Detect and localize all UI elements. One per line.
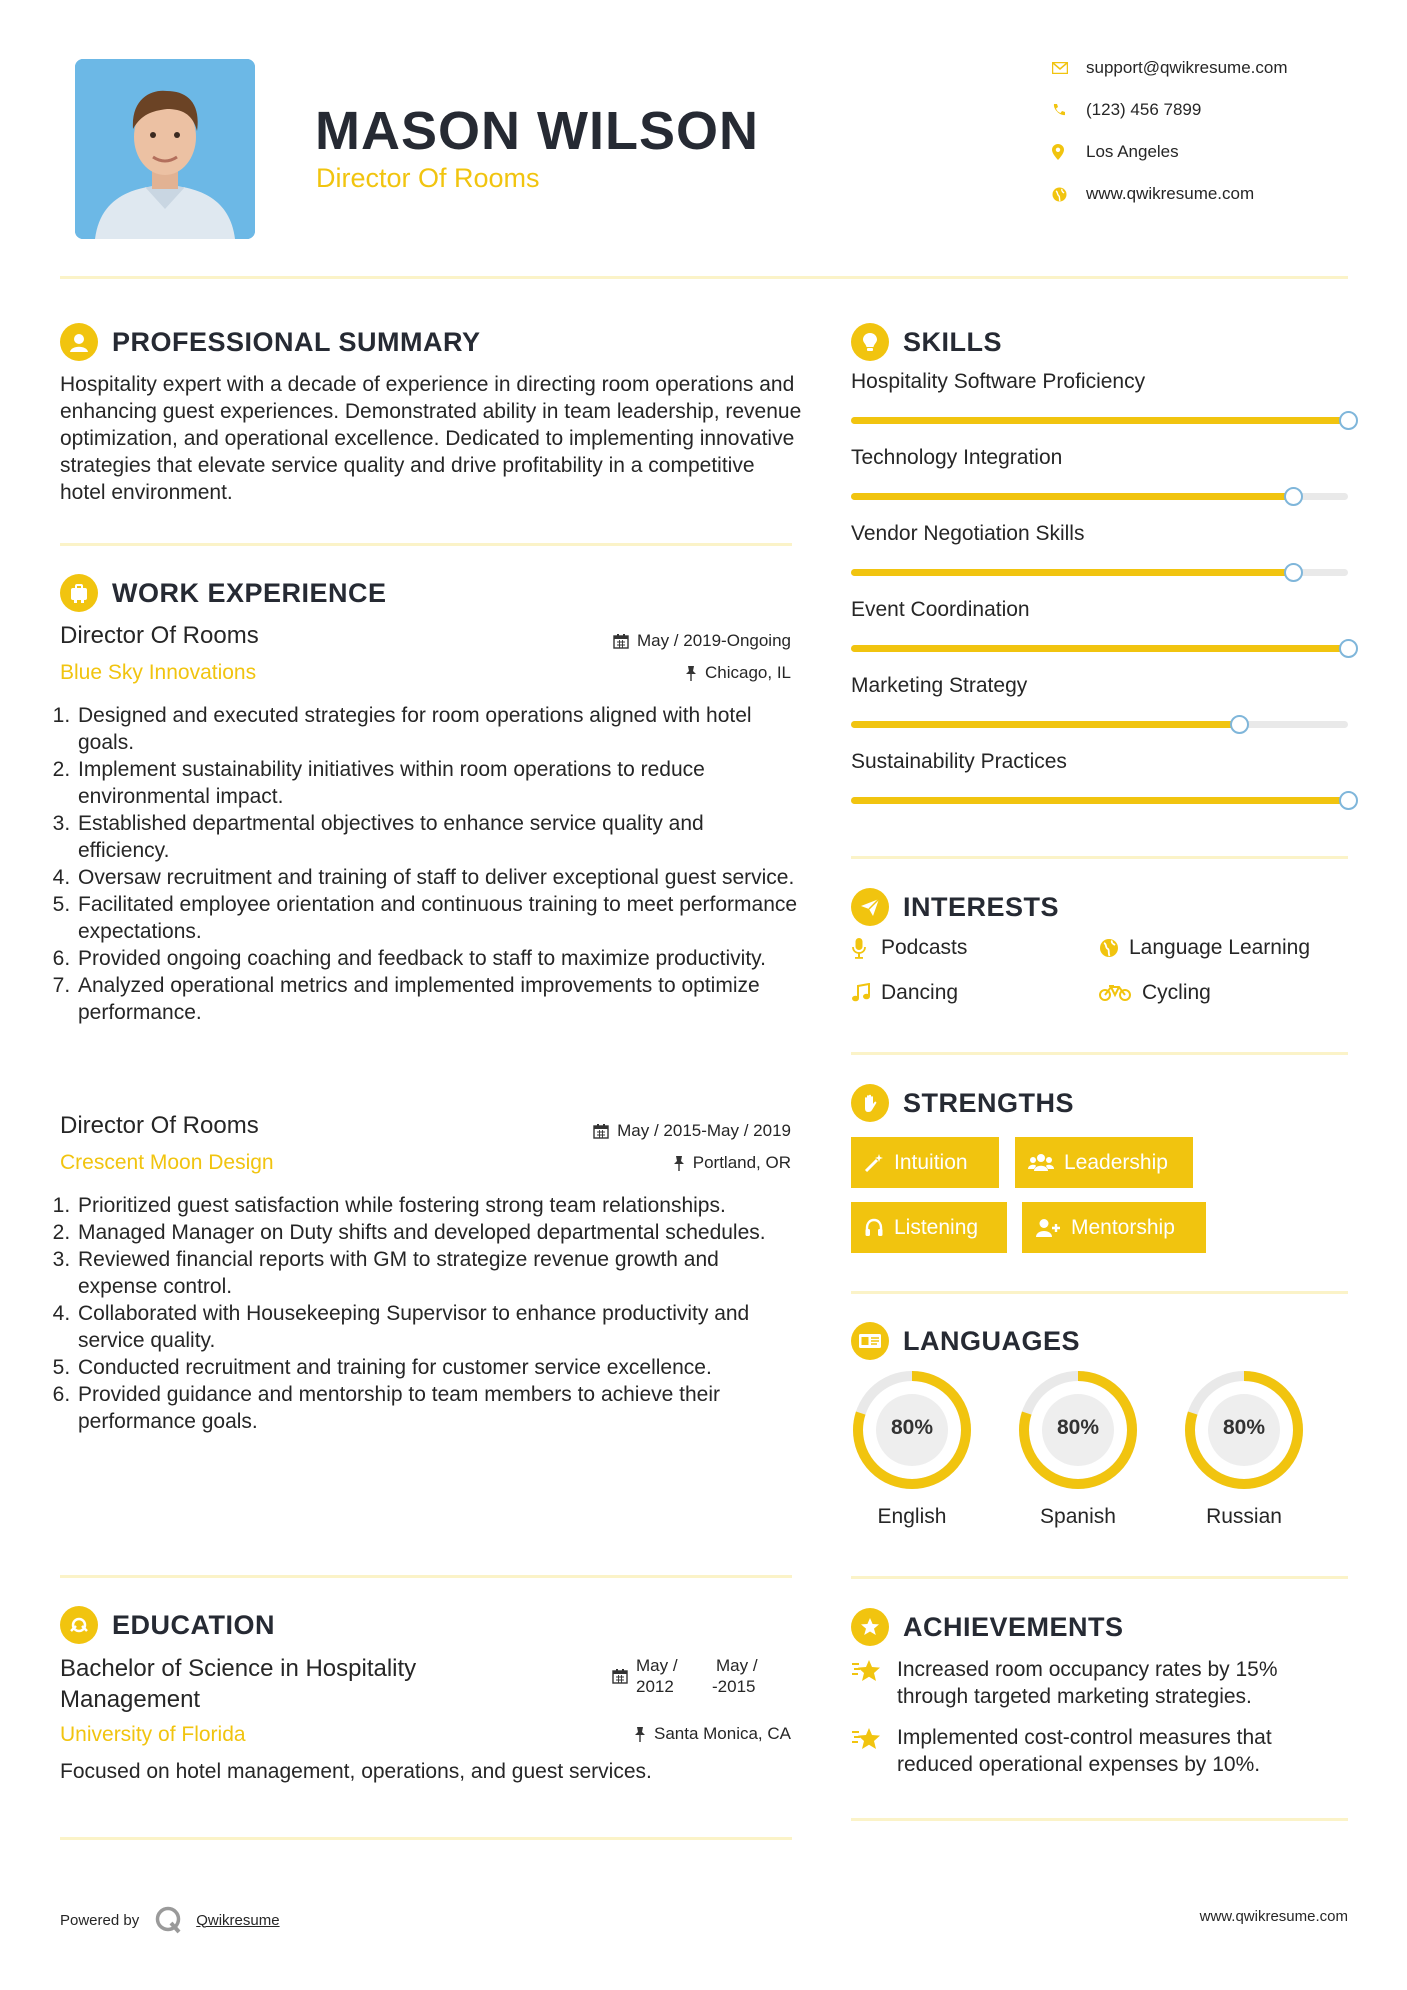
achievement-text: Implemented cost-control measures that reduced operational expenses by 10%. [897,1726,1272,1776]
strength-leadership [1015,1137,1193,1188]
education-heading-text: EDUCATION [112,1609,275,1640]
skill-level-fill [851,645,1348,652]
job-2-responsibilities [53,1192,798,1435]
powered-by-text: Powered by [60,1911,140,1929]
skill-level-fill [851,569,1293,576]
responsibility-item: 4. Collaborated with Housekeeping Supervisor to enhance productivity and service quality. [76,1300,798,1354]
contact-location-text: Los Angeles [1086,142,1179,161]
skill-level-knob [1284,563,1303,582]
music-icon [851,983,881,1003]
contact-email[interactable] [1052,58,1352,78]
globe-icon [1099,938,1129,958]
achievement-text: Increased room occupancy rates by 15% through targeted marketing strategies. [897,1658,1278,1708]
responsibility-item: 5. Facilitated employee orientation and continuous training to meet performance expectations. [76,891,798,945]
skill-level-track [851,797,1348,804]
achievements-heading [851,1608,1124,1646]
education-divider [60,1837,792,1840]
summary-text: Hospitality expert with a decade of experience in directing room operations and enhancing guest experiences. Demonstrated ability in team leadership, revenue optimization, and operational excellence. Dedicated to implementing innovative strategies that elevate service quality and drive profitability in a competitive hotel environment. [60,373,802,504]
education-degree-line-2: Management [60,1686,201,1713]
experience-divider [60,1575,792,1578]
skill-level-track [851,493,1348,500]
skill-level-knob [1339,639,1358,658]
interest-cycling-label: Cycling [1142,981,1211,1004]
strength-intuition-label: Intuition [894,1150,968,1174]
pushpin-icon [685,665,697,681]
responsibility-item: 6. Provided ongoing coaching and feedback to staff to maximize productivity. [76,945,798,972]
interests-divider [851,1052,1348,1055]
education-start-date-line-1: May / [636,1656,678,1675]
map-marker-icon [1052,144,1086,160]
education-heading [60,1606,275,1644]
star-badge-icon [851,1608,889,1646]
skill-name: Vendor Negotiation Skills [851,522,1085,545]
education-end-date [712,1655,758,1697]
job-1-location-text: Chicago, IL [705,663,791,682]
languages-divider [851,1576,1348,1579]
skills-heading [851,323,1002,361]
education-degree-line-1: Bachelor of Science in Hospitality [60,1655,417,1682]
interest-dancing-label: Dancing [881,981,959,1004]
responsibility-item: 1. Prioritized guest satisfaction while fostering strong team relationships. [76,1192,798,1219]
skill-level-fill [851,797,1348,804]
skill-level-knob [1230,715,1249,734]
education-school: University of Florida [60,1723,246,1746]
responsibility-item: 1. Designed and executed strategies for room operations aligned with hotel goals. [76,702,798,756]
job-1-responsibilities [53,702,798,1026]
strength-mentorship-label: Mentorship [1071,1215,1175,1239]
job-1-location [560,663,791,683]
job-1-title: Director Of Rooms [60,622,259,649]
achievements-divider [851,1818,1348,1821]
skill-level-track [851,569,1348,576]
language-ring [1182,1368,1306,1497]
strengths-divider [851,1291,1348,1294]
user-plus-icon [1035,1218,1061,1238]
contact-location [1052,142,1352,162]
contact-phone[interactable] [1052,100,1352,120]
header-divider [60,276,1348,279]
interests-heading [851,888,1059,926]
globe-icon [1052,187,1086,202]
contact-website[interactable] [1052,184,1352,204]
profile-photo [75,59,255,239]
language-percent: 80% [890,1416,934,1439]
graduation-icon [60,1606,98,1644]
job-2-date [540,1121,791,1141]
contact-phone-text: (123) 456 7899 [1086,100,1202,119]
bicycle-icon [1099,984,1142,1002]
language-name: Spanish [1040,1505,1116,1528]
lightbulb-icon [851,323,889,361]
responsibility-item: 3. Established departmental objectives to enhance service quality and efficiency. [76,810,798,864]
star-icon [851,1724,897,1778]
candidate-role: Director Of Rooms [316,163,540,193]
job-1-date [560,631,791,651]
job-2-location-text: Portland, OR [692,1153,791,1172]
interest-dancing [851,981,958,1005]
paper-plane-icon [851,888,889,926]
users-icon [1028,1153,1054,1173]
skill-name: Sustainability Practices [851,750,1067,773]
skills-heading-text: SKILLS [903,326,1003,357]
responsibility-item: 2. Managed Manager on Duty shifts and developed departmental schedules. [76,1219,798,1246]
education-calendar-icon [612,1668,628,1689]
strength-listening-label: Listening [894,1215,979,1239]
interest-language-learning [1099,936,1310,960]
language-ring [1016,1368,1140,1497]
candidate-name: MASON WILSON [315,101,759,161]
education-start-date-line-2: 2012 [636,1677,674,1696]
pushpin-icon [634,1726,646,1742]
interest-podcasts-label: Podcasts [881,936,968,959]
strengths-heading-text: STRENGTHS [903,1087,1075,1118]
interest-cycling [1099,981,1211,1005]
language-percent: 80% [1222,1416,1266,1439]
skill-name: Technology Integration [851,446,1063,469]
skill-level-fill [851,493,1293,500]
education-location [560,1724,791,1744]
strengths-heading [851,1084,1074,1122]
skill-name: Hospitality Software Proficiency [851,370,1146,393]
language-ring [850,1368,974,1497]
responsibility-item: 3. Reviewed financial reports with GM to strategize revenue growth and expense control. [76,1246,798,1300]
strength-intuition [851,1137,999,1188]
interests-heading-text: INTERESTS [903,891,1060,922]
language-name: English [877,1505,947,1528]
strength-leadership-label: Leadership [1064,1150,1168,1174]
achievements-heading-text: ACHIEVEMENTS [903,1611,1124,1642]
interest-language-learning-label: Language Learning [1129,936,1311,959]
skill-name: Marketing Strategy [851,674,1028,697]
hand-icon [851,1084,889,1122]
summary-heading-text: PROFESSIONAL SUMMARY [112,326,481,357]
job-1-date-text: May / 2019-Ongoing [636,631,791,650]
education-location-text: Santa Monica, CA [653,1724,791,1743]
microphone-icon [851,937,881,959]
education-start-date [636,1655,678,1697]
language-name: Russian [1206,1505,1282,1528]
contact-email-text: support@qwikresume.com [1086,58,1288,77]
user-icon [60,323,98,361]
skill-level-knob [1339,791,1358,810]
responsibility-item: 7. Analyzed operational metrics and implemented improvements to optimize performance. [76,972,798,1026]
footer-url[interactable]: www.qwikresume.com [1199,1908,1348,1925]
responsibility-item: 5. Conducted recruitment and training for customer service excellence. [76,1354,798,1381]
skills-divider [851,856,1348,859]
skill-level-track [851,721,1348,728]
achievement-item [851,1724,1348,1778]
interest-podcasts [851,936,967,960]
qwikresume-logo-icon [154,1905,184,1935]
job-2-date-text: May / 2015-May / 2019 [617,1121,791,1140]
responsibility-item: 2. Implement sustainability initiatives within room operations to reduce environmental impact. [76,756,798,810]
skill-level-track [851,645,1348,652]
strength-listening [851,1202,1007,1253]
summary-divider [60,543,792,546]
qwikresume-link[interactable]: Qwikresume [196,1911,280,1929]
responsibility-item: 4. Oversaw recruitment and training of staff to deliver exceptional guest service. [76,864,798,891]
languages-heading [851,1322,1080,1360]
phone-icon [1052,103,1086,117]
language-percent: 80% [1056,1416,1100,1439]
skill-level-knob [1339,411,1358,430]
envelope-icon [1052,62,1086,74]
achievement-item [851,1656,1348,1710]
experience-heading-text: WORK EXPERIENCE [112,577,387,608]
magic-wand-icon [864,1153,884,1173]
skill-level-fill [851,721,1239,728]
footer-powered-by [60,1905,280,1935]
headphones-icon [864,1218,884,1238]
job-2-location [560,1153,791,1173]
responsibility-item: 6. Provided guidance and mentorship to team members to achieve their performance goals. [76,1381,798,1435]
education-degree [60,1653,416,1715]
languages-heading-text: LANGUAGES [903,1325,1081,1356]
skill-level-knob [1284,487,1303,506]
star-icon [851,1656,897,1710]
briefcase-icon [60,574,98,612]
skill-level-fill [851,417,1348,424]
job-1-company: Blue Sky Innovations [60,661,257,684]
education-end-date-line-2: -2015 [712,1677,756,1696]
education-description: Focused on hotel management, operations, and guest services. [60,1760,652,1783]
experience-heading [60,574,387,612]
pushpin-icon [673,1155,685,1171]
calendar-icon [593,1123,609,1139]
skill-level-track [851,417,1348,424]
job-2-company: Crescent Moon Design [60,1151,274,1174]
job-2-title: Director Of Rooms [60,1112,259,1139]
summary-heading [60,323,481,361]
language-card-icon [851,1322,889,1360]
calendar-icon [613,633,629,649]
strength-mentorship [1022,1202,1206,1253]
skill-name: Event Coordination [851,598,1030,621]
education-end-date-line-1: May / [716,1656,758,1675]
contact-website-text: www.qwikresume.com [1086,184,1255,203]
